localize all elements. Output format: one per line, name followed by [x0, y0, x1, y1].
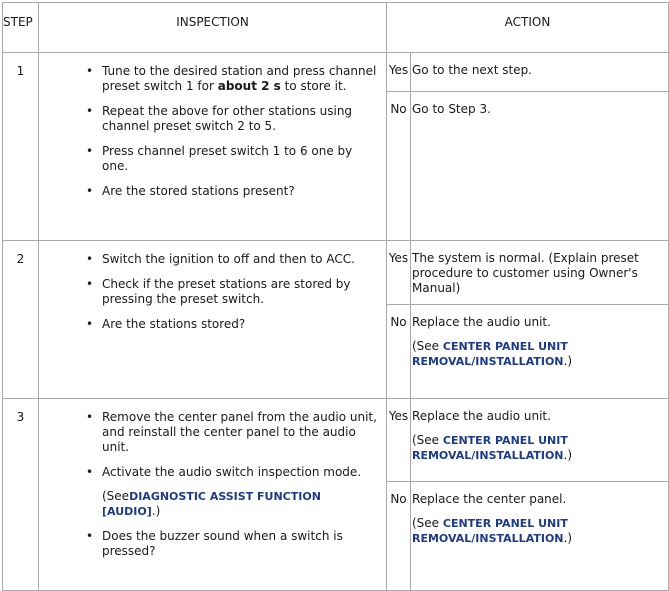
bullet-icon: •: [86, 410, 94, 424]
reference-link[interactable]: CENTER PANEL UNIT REMOVAL/INSTALLATION: [412, 340, 568, 368]
table-row: [3, 399, 669, 482]
list-item: • Does the buzzer sound when a switch is pressed?: [86, 529, 343, 558]
list-item: • Check if the preset stations are stored by pressing the preset switch.: [86, 277, 351, 306]
table-row: [3, 53, 669, 92]
inspection-list: [39, 64, 380, 199]
header-inspection: INSPECTION: [39, 3, 387, 53]
reference: (See CENTER PANEL UNIT REMOVAL/INSTALLATION.): [412, 339, 573, 368]
answer-yes: Yes: [387, 399, 411, 482]
inspection-cell: [39, 399, 387, 591]
action-yes: Replace the audio unit. (See CENTER PANEL UNIT REMOVAL/INSTALLATION.): [411, 399, 669, 482]
bullet-icon: •: [86, 184, 94, 198]
reference: (See CENTER PANEL UNIT REMOVAL/INSTALLATION.): [412, 433, 573, 462]
header-action: ACTION: [387, 3, 669, 53]
bullet-icon: •: [86, 317, 94, 331]
bullet-icon: •: [86, 144, 94, 158]
bullet-icon: •: [86, 104, 94, 118]
bullet-icon: •: [86, 64, 94, 78]
step-number: 2: [3, 241, 39, 399]
reference: (See CENTER PANEL UNIT REMOVAL/INSTALLATION.): [412, 516, 573, 545]
list-item: • Activate the audio switch inspection mode. (SeeDIAGNOSTIC ASSIST FUNCTION [AUDIO].): [74, 465, 380, 519]
answer-no: No: [387, 92, 411, 241]
table-row: [3, 241, 669, 305]
reference: (SeeDIAGNOSTIC ASSIST FUNCTION [AUDIO].): [102, 489, 321, 518]
list-item: • Tune to the desired station and press channel preset switch 1 for about 2 s to store it.: [86, 64, 377, 93]
inspection-list: [39, 252, 380, 332]
list-item: • Are the stations stored?: [86, 317, 246, 331]
list-item: • Repeat the above for other stations using channel preset switch 2 to 5.: [86, 104, 353, 133]
answer-yes: Yes: [387, 241, 411, 305]
reference-link[interactable]: CENTER PANEL UNIT REMOVAL/INSTALLATION: [412, 434, 568, 462]
action-no: Go to Step 3.: [411, 92, 669, 241]
list-item: • Are the stored stations present?: [86, 184, 295, 198]
header-row: [3, 3, 669, 53]
bullet-icon: •: [86, 252, 94, 266]
list-item: • Press channel preset switch 1 to 6 one by one.: [86, 144, 353, 173]
header-step: STEP: [3, 3, 39, 53]
action-yes: The system is normal. (Explain preset procedure to customer using Owner's Manual): [411, 241, 669, 305]
action-no: Replace the audio unit. (See CENTER PANEL UNIT REMOVAL/INSTALLATION.): [411, 305, 669, 399]
diagnostic-table: [2, 2, 669, 591]
action-yes: Go to the next step.: [411, 53, 669, 92]
inspection-list: [39, 410, 380, 559]
step-number: 3: [3, 399, 39, 591]
duration-emphasis: about 2 s: [217, 79, 281, 93]
bullet-icon: •: [86, 529, 94, 543]
list-item: • Switch the ignition to off and then to ACC.: [86, 252, 355, 266]
list-item: • Remove the center panel from the audio unit, and reinstall the center panel to the audio unit.: [86, 410, 377, 454]
answer-no: No: [387, 482, 411, 591]
bullet-icon: •: [86, 277, 94, 291]
reference-link[interactable]: DIAGNOSTIC ASSIST FUNCTION [AUDIO]: [102, 490, 321, 518]
step-number: 1: [3, 53, 39, 241]
action-no: Replace the center panel. (See CENTER PANEL UNIT REMOVAL/INSTALLATION.): [411, 482, 669, 591]
inspection-cell: [39, 53, 387, 241]
bullet-icon: •: [86, 465, 94, 479]
answer-yes: Yes: [387, 53, 411, 92]
answer-no: No: [387, 305, 411, 399]
reference-link[interactable]: CENTER PANEL UNIT REMOVAL/INSTALLATION: [412, 517, 568, 545]
inspection-cell: [39, 241, 387, 399]
